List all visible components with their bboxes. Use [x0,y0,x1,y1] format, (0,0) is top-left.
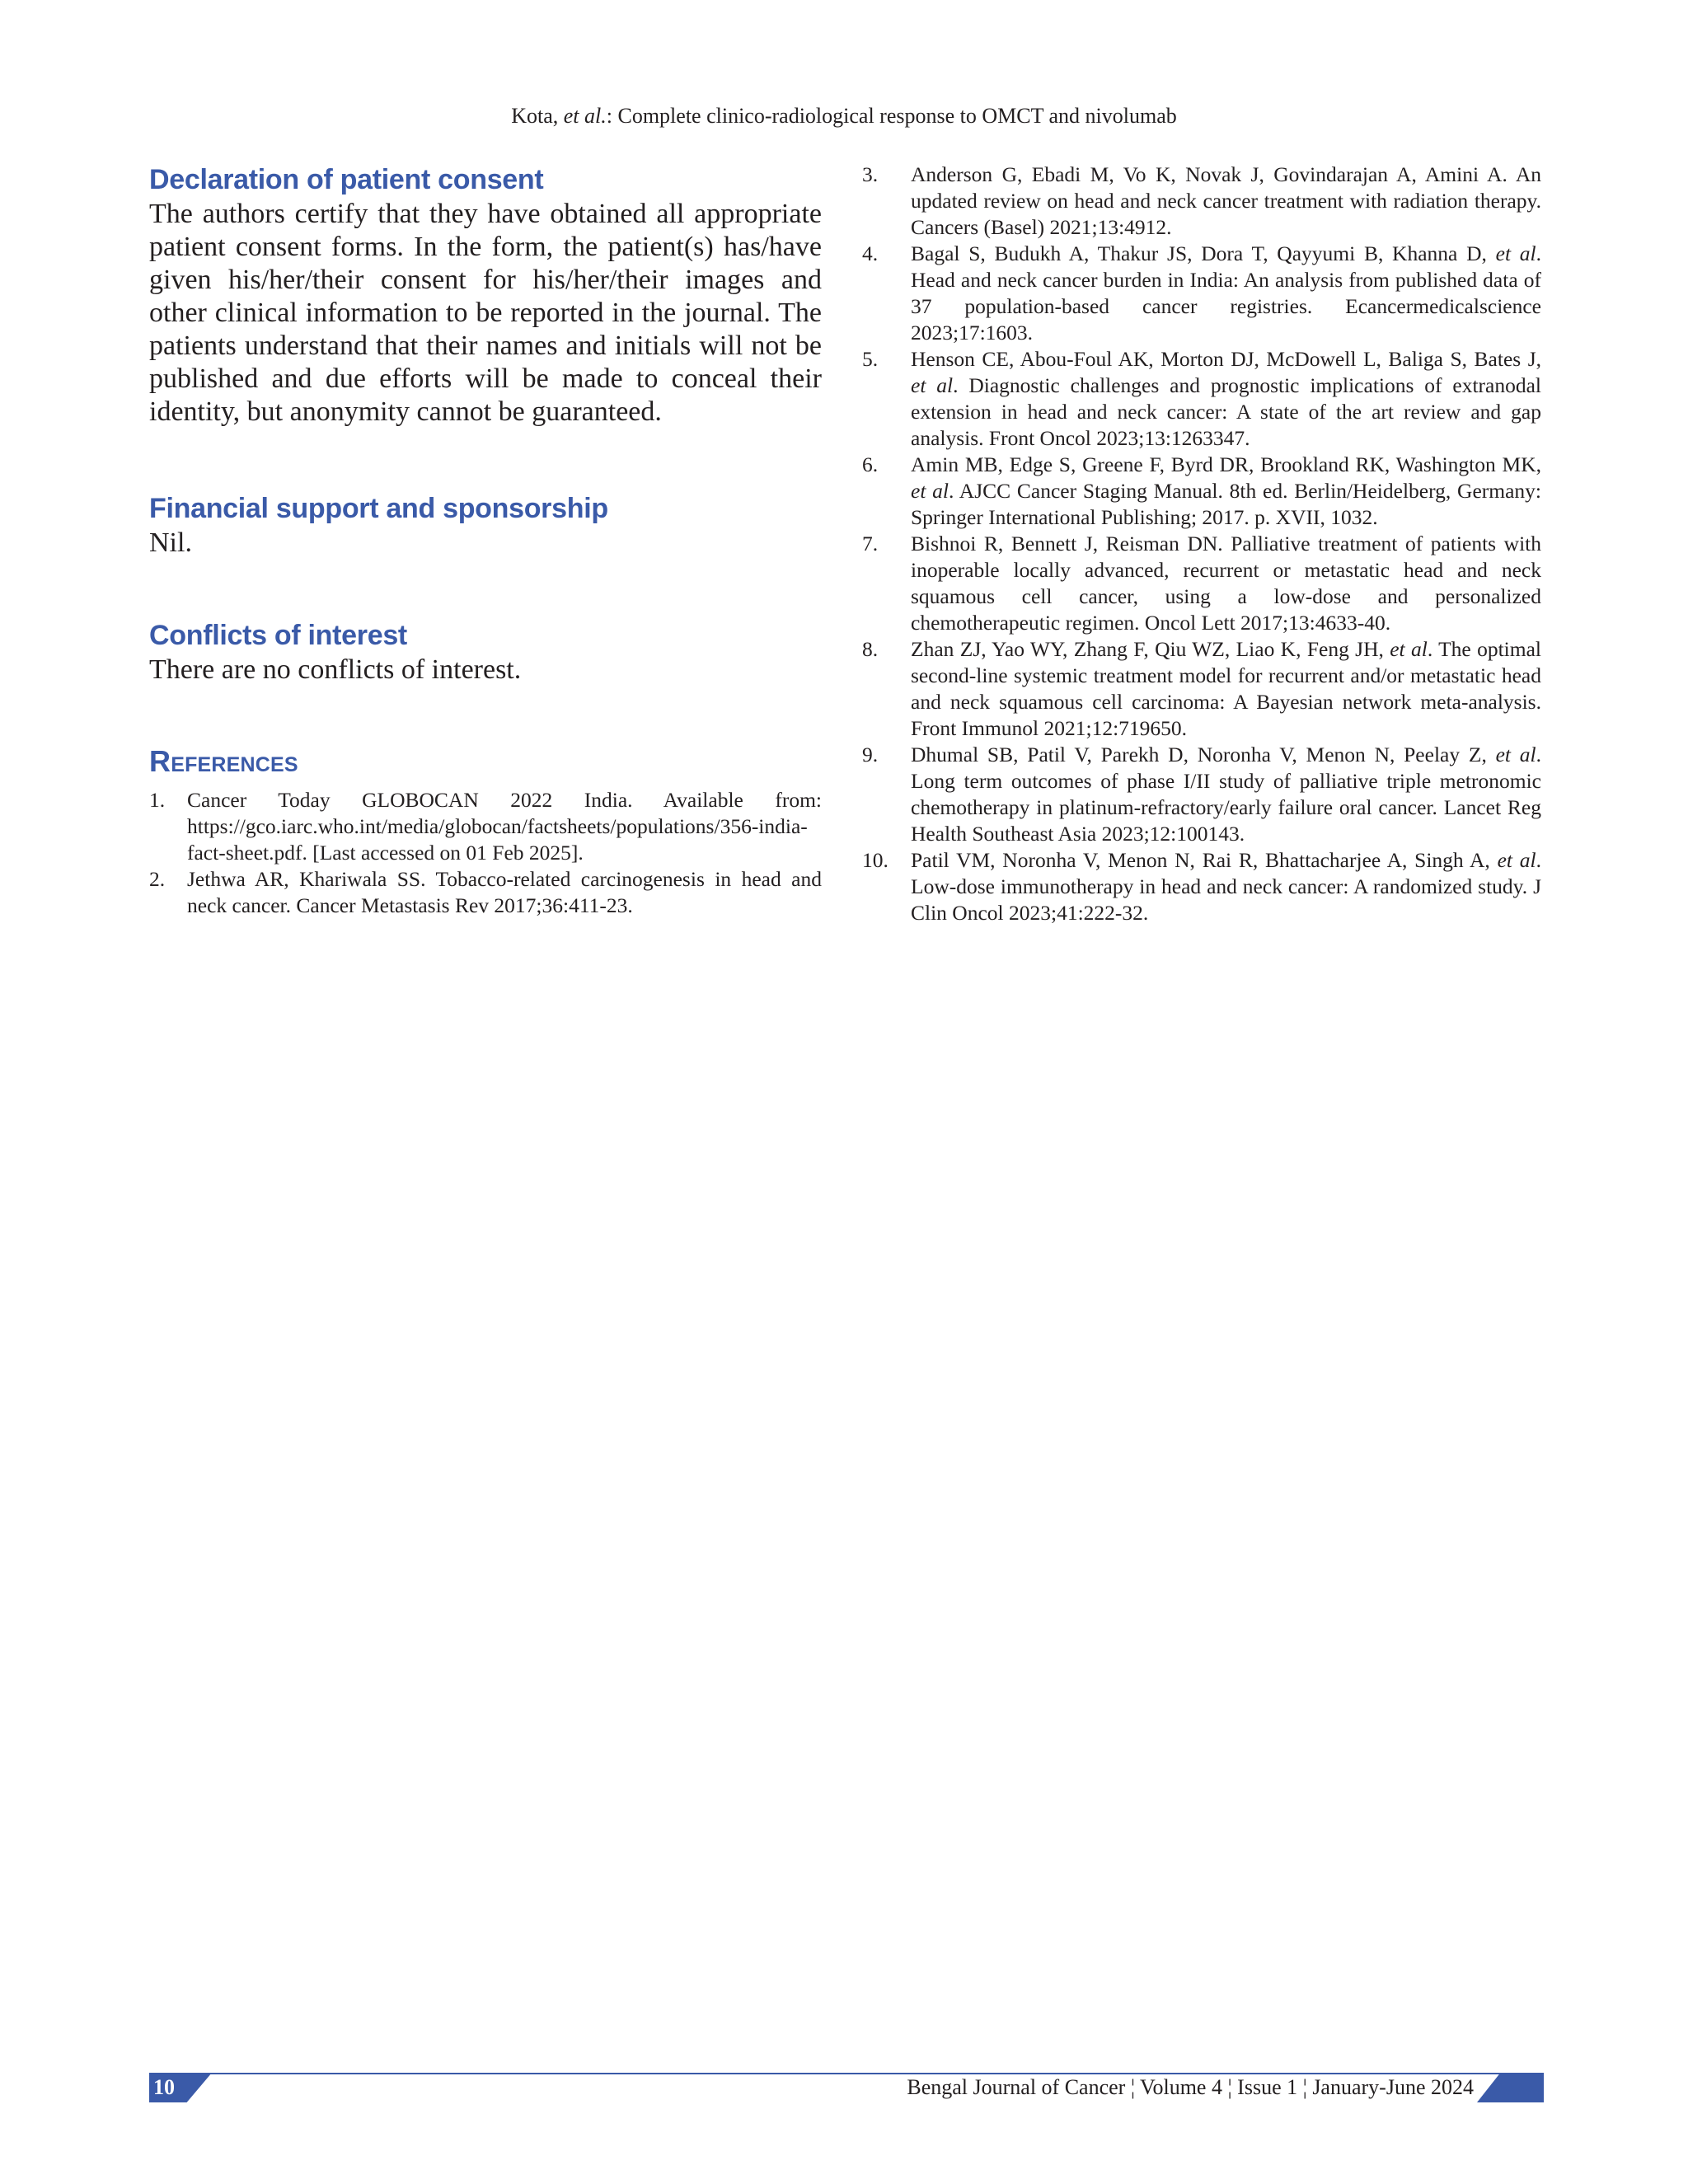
reference-etal: et al [1497,848,1536,872]
reference-item [149,787,822,866]
reference-number: 3. [862,162,879,186]
reference-number: 8. [862,637,879,661]
header-etal: et al. [563,104,607,128]
consent-heading: Declaration of patient consent [149,164,544,195]
references-list-right [862,162,1541,926]
right-column [862,162,1541,926]
reference-text: Cancer Today GLOBOCAN 2022 India. Available from: https://gco.iarc.who.int/media/globocan/factsheets/populations/356-india-fact-sheet.pdf. [Last accessed on 01 Feb 2025]. [187,788,822,865]
footer-journal-info: Bengal Journal of Cancer ¦ Volume 4 ¦ Issue 1 ¦ January-June 2024 [907,2075,1474,2099]
running-header [0,104,1688,129]
reference-number: 2. [149,867,166,891]
reference-number: 6. [862,452,879,476]
reference-number: 10. [862,848,889,872]
reference-item [862,452,1541,531]
references-heading: References [149,744,298,778]
reference-item [862,531,1541,636]
reference-text-rest: . The optimal second-line systemic treatment model for recurrent and/or metastatic head and neck squamous cell carcinoma: A Bayesian network meta-analysis. Front Immunol 2021;12:719650. [911,637,1541,740]
reference-item [862,162,1541,241]
header-author: Kota, [511,104,564,128]
financial-heading: Financial support and sponsorship [149,493,608,524]
consent-body: The authors certify that they have obtained all appropriate patient consent forms. In the form, the patient(s) has/have given his/her/their consent for his/her/their images and other clinical information to be reported in the journal. The patients understand that their names and initials will not be published and due efforts will be made to conceal their identity, but anonymity cannot be guaranteed. [149,199,822,427]
reference-text: Jethwa AR, Khariwala SS. Tobacco-related carcinogenesis in head and neck cancer. Cancer Metastasis Rev 2017;36:411-23. [187,867,822,917]
reference-item [862,847,1541,926]
reference-item [862,241,1541,346]
reference-text: Henson CE, Abou-Foul AK, Morton DJ, McDowell L, Baliga S, Bates J, [911,347,1541,371]
reference-text-rest: . Diagnostic challenges and prognostic implications of extranodal extension in head and neck cancer: A state of the art review and gap analysis. Front Oncol 2023;13:1263347. [911,373,1541,450]
reference-number: 9. [862,743,879,766]
left-column [149,162,822,919]
references-list-left [149,787,822,919]
reference-text-rest: . Head and neck cancer burden in India: An analysis from published data of 37 population-based cancer registries. Ecancermedicalscience 2023;17:1603. [911,241,1541,344]
conflicts-body: There are no conflicts of interest. [149,654,522,685]
reference-etal: et al [1495,743,1536,766]
reference-text: Amin MB, Edge S, Greene F, Byrd DR, Brookland RK, Washington MK, [911,452,1541,476]
reference-text-rest: . Low-dose immunotherapy in head and neck cancer: A randomized study. J Clin Oncol 2023;41:222-32. [911,848,1541,925]
reference-number: 5. [862,347,879,371]
reference-item [862,636,1541,742]
reference-number: 4. [862,241,879,265]
reference-text: Anderson G, Ebadi M, Vo K, Novak J, Govindarajan A, Amini A. An updated review on head and neck cancer treatment with radiation therapy. Cancers (Basel) 2021;13:4912. [911,162,1541,239]
reference-item [149,866,822,919]
reference-text: Bishnoi R, Bennett J, Reisman DN. Palliative treatment of patients with inoperable locally advanced, recurrent or metastatic head and neck squamous cell cancer, using a low-dose and personalized chemotherapeutic regimen. Oncol Lett 2017;13:4633-40. [911,532,1541,635]
header-title: : Complete clinico-radiological response to OMCT and nivolumab [606,104,1177,128]
reference-etal: et al [911,373,954,397]
conflicts-heading: Conflicts of interest [149,620,407,651]
reference-text: Patil VM, Noronha V, Menon N, Rai R, Bhattacharjee A, Singh A, [911,848,1498,872]
reference-text: Bagal S, Budukh A, Thakur JS, Dora T, Qayyumi B, Khanna D, [911,241,1496,265]
reference-text: Dhumal SB, Patil V, Parekh D, Noronha V, Menon N, Peelay Z, [911,743,1496,766]
footer-end-tab [1477,2073,1544,2102]
financial-body: Nil. [149,527,192,558]
reference-text-rest: . Long term outcomes of phase I/II study of palliative triple metronomic chemotherapy in platinum-refractory/early failure oral cancer. Lancet Reg Health Southeast Asia 2023;12:100143. [911,743,1541,846]
reference-text-rest: . AJCC Cancer Staging Manual. 8th ed. Berlin/Heidelberg, Germany: Springer International Publishing; 2017. p. XVII, 1032. [911,479,1541,529]
reference-etal: et al [1390,637,1428,661]
reference-text: Zhan ZJ, Yao WY, Zhang F, Qiu WZ, Liao K, Feng JH, [911,637,1390,661]
reference-number: 1. [149,788,166,812]
page-number: 10 [153,2075,175,2099]
reference-etal: et al [1495,241,1536,265]
reference-item [862,346,1541,452]
reference-item [862,742,1541,847]
reference-number: 7. [862,532,879,555]
reference-etal: et al [911,479,950,503]
